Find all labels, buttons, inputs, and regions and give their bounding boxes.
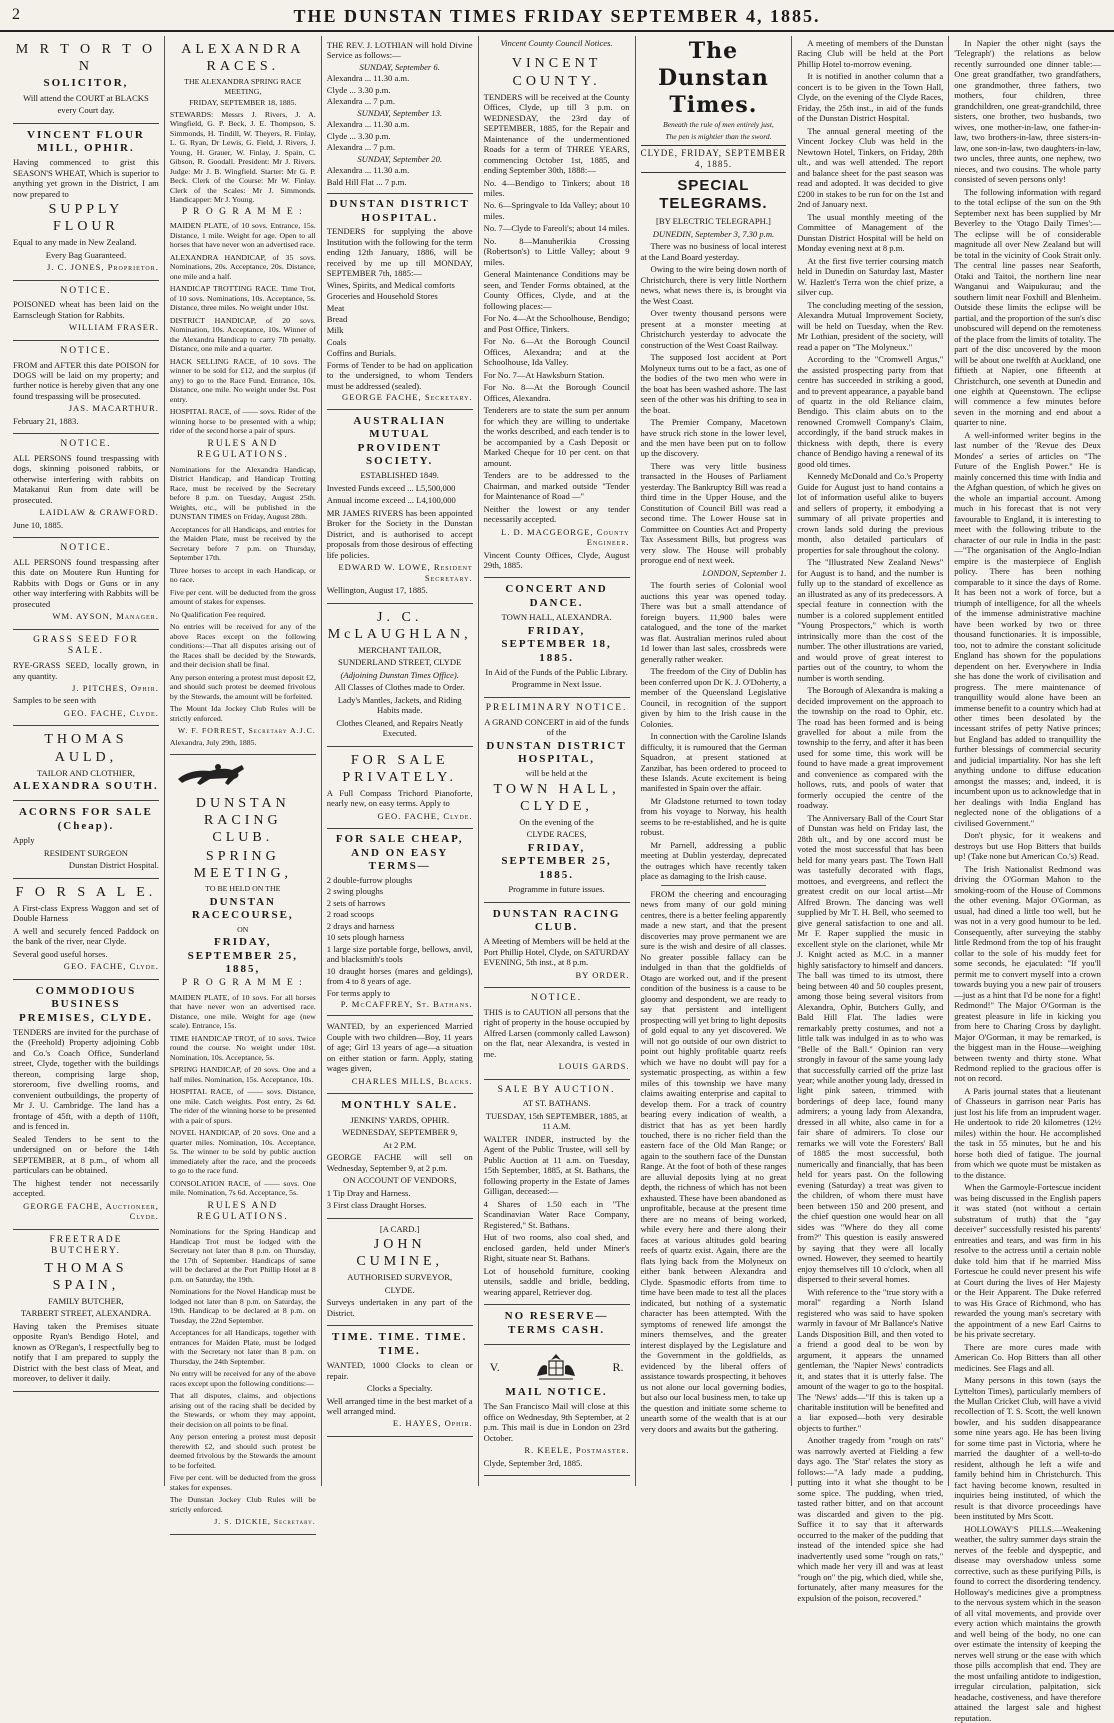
dateline: CLYDE, FRIDAY, SEPTEMBER 4, 1885. — [641, 145, 787, 173]
ad-clocks: TIME. TIME. TIME. TIME. WANTED, 1000 Clocks to clean or repair. Clocks a Specialty. Well arranged time in the best market of a well arranged mind. E. HAYES, Ophir. — [327, 1326, 473, 1437]
royal-crest: V. R. — [490, 1352, 624, 1382]
ad-alexandra-races: ALEXANDRA RACES. THE ALEXANDRA SPRING RACE MEETING, FRIDAY, SEPTEMBER 18, 1885. STEWARDS: Messrs J. Rivers, J. A. Wingfield, G. P. Beck, J. E. Thompson, S. Simmonds, H. Tindill, W. Theyers, R. Finlay, L. G. Ryan, Dr Lewis, G. Field, J. Rivers, J. Young, H. Grauer, W. Finlay, J. Spain, C. Gibson, R. Goodall. President: Mr J. Rivers. Judge: Mr J. B. Wingfield. Starter: Mr G. P. Beck. Clerk of the Course: Mr W. Finlay. Clerk of the Scales: Mr J. Simmonds. Handicapper: Mr J. Young. P R O G R A M M E : MAIDEN PLATE, of 10 sovs. Entrance, 15s. Distance, 1 mile. Weight for age. Open to all horses that have never won an advertised race. ALEXANDRA HANDICAP, of 35 sovs. Nominations, 20s. Acceptance, 20s. Distance, one mile and a half. HANDICAP TROTTING RACE. Time Trot, of 10 sovs. Nominations, 10s. Acceptance, 5s. Distance, three miles. No weight under 10st. DISTRICT HANDICAP, of 20 sovs. Nomination, 10s. Acceptance, 10s. Winner of the Alexandra Handicap to carry 7lb penalty. Distance, one mile and a quarter. HACK SELLING RACE, of 10 sovs. The winner to be sold for £12, and the surplus (if any) to go to the Race Fund. Entrance, 10s. Distance, one mile. No weight under 9st. Post entry. HOSPITAL RACE, of —— sovs. Rider of the winning horse to be presented with a whip; rider of the second horse a pair of spurs. RULES AND REGULATIONS. Nominations for the Alexandra Handicap, District Handicap, and Handicap Trotting Race, must be received by the Secretary before 8 p.m. on Tuesday, August 25th. Weights, etc., will be published in the DUNSTAN TIMES on Friday, August 28th. Acceptances for all Handicaps, and entries for the Maiden Plate, must be received by the Secretary before 7 p.m. on Thursday, September 17th. Three horses to accept in each Handicap, or no race. Five per cent. will be deducted from the gross amount of stakes for expenses. No Qualification Fee required. No entries will be received for any of the above Races except on the following conditions:—That all disputes arising out of the Races shall be decided by the Stewards, and their decision shall be final. Any person entering a protest must deposit £2, and should such protest be deemed frivolous by the Stewards, the amount will be forfeited. The Mount Ida Jockey Club Rules will be strictly enforced. W. F. FORREST, Secretary A.J.C. Alexandra, July 29th, 1885. — [170, 36, 316, 755]
ad-monthly-sale: MONTHLY SALE. JENKINS' YARDS, OPHIR. WEDNESDAY, SEPTEMBER 9, At 2 P.M. GEORGE FACHE will sell on Wednesday, September 9, at 2 p.m. ON ACCOUNT OF VENDORS, 1 Tip Dray and Harness. 3 First class Draught Horses. — [327, 1094, 473, 1218]
column-2 — [165, 36, 322, 1527]
ad-grass-seed: GRASS SEED FOR SALE. RYE-GRASS SEED, locally grown, in any quantity. J. PITCHES, Ophir. Samples to be seen with GEO. FACHE, Clyde. — [13, 630, 159, 727]
ad-piano-for-sale: FOR SALE PRIVATELY. A Full Compass Trichord Pianoforte, nearly new, on easy terms. Apply to GEO. FACHE, Clyde. — [327, 747, 473, 830]
column-5: The Dunstan Times. Beneath the rule of men entirely just, The pen is mightier than the sword. CLYDE, FRIDAY, SEPTEMBER 4, 1885. SPECIAL TELEGRAMS. [BY ELECTRIC TELEGRAPH.] DUNEDIN, September 3, 7.30 p.m. There was no business of local interest at the Land Board yesterday. Owing to the wire being down north of Christchurch, there is very little Northern news, what news there is, is brought via the West Coast. Over twenty thousand persons were present at a monster meeting at Christchurch yesterday to advocate the construction of the West Coast Railway. The supposed lost accident at Port Molyneux turns out to be a fact, as one of the bodies of the two men who were in the boat has been washed ashore. The last seen of the other was his drifting to sea in the boat. The Premier Company, Macetown have struck rich stone in the lower level, and the men have been put on to follow up the discovery. There was very little business transacted in the Houses of Parliament yesterday. The Bankruptcy Bill was read a third time in the Upper House, and the Constitution of Council Bill was read a second time. The Lower House sat in Committee on Counties Act and Property Tax Assessment Bills, but progress was very slow. The House will probably prorogue end of next week. LONDON, September 1. The fourth series of Colonial wool auctions this year was opened today. There was but a small attendance of foreign buyers. 11,900 bales were catalogued, and the tone of the market was flat. Australian merinos ruled about 1d lower than last sales, crossbreds were generally rather weaker. The freedom of the City of Dublin has been conferred upon Dr K. J. O'Doherty, a member of the Queensland Legislative Council, in recognition of the support given by him to the Irish cause in the Colonies. In connection with the Caroline Islands difficulty, it is rumoured that the German Squadron, at present stationed at Zanzibar, has been ordered to proceed to these Islands. Acute excitement is being manifested in Spain over the affair. Mr Gladstone returned to town today from his voyage to Norway, his health seems to be re-established, and he is quite robust. Mr Parnell, addressing a public meeting at Dublin yesterday, deprecated the outrages which have recently taken place as damaging to the Irish cause. FROM the cheering and encouraging news from many of our gold mining centres, there is a better feeling apparently made a new start, and that the present discoveries may prove permanent we are sure is the wish and desire of all classes. No greater possible fallacy can be indulged in than that the goldfields of Otago are worked out, and if the present condition of the business is a cause to be gloomy and despondent, we are ready to say that persistent and intelligent prospecting will yet bring to light deposits of gold equal to any yet discovered. We will not go outside of our own district to point out highly profitable quartz reefs which we have no doubt will pay for a systematic prospecting, as within a few miles of this township we have many claims awaiting enterprise and capital to develop them. For a track of country bearing every indication of wealth, a district that has as yet been hardly touched, there is no richer field than the eastern face of the Old Man Range; or again to the southern face of the Dunstan Range. At the foot of both of these ranges are alluvial deposits lying at no great depth, the richness of which has not been exhausted. These have been abandoned as unprofitable, because at the present time there are no means of being worked, while every here and there along their faces at various altitudes gold bearing reefs of quartz exist. Again, there are the flats lying back from the Molyneux on either bank between Alexandra and Clyde. Spasmodic efforts from time to time have been made to test all the places indicated, but nothing of a systematic character has been attempted. With the symptoms of renewed life amongst the miners themselves, and the greater interest displayed by the Legislature and the Government in the goldfields, as evidenced by the liberal offers of assistance towards prospecting, it behoves us not alone our local governing bodies, but also our local business men, to take up the question and initiate some scheme to unearth some of the wealth that is at our very doors and awaits but the gathering. — [636, 36, 793, 1486]
ad-for-sale-fache: F O R S A L E. A First-class Express Waggon and set of Double Harness A well and securely fenced Paddock on the bank of the river, near Clyde. Several good useful horses. GEO. FACHE, Clyde. — [13, 879, 159, 980]
ad-mclaughlan-tailor: J. C. McLAUGHLAN, MERCHANT TAILOR, SUNDERLAND STREET, CLYDE (Adjoining Dunstan Times Office). All Classes of Clothes made to Order. Lady's Mantles, Jackets, and Riding Habits made. Clothes Cleaned, and Repairs Neatly Executed. — [327, 604, 473, 747]
column-7: In Napier the other night (says the 'Telegraph') the relations as below recently surrounded one dinner table:—One great grandfather, two grandfathers, one grandmother, three fathers, two mothers, four children, three grandchildren, one great-grandchild, three sisters, one brother, two husbands, two wives, one mother-in-law, one father-in-law, two brothers-in-law, three sisters-in-law, one son-in-law, two daughters-in-law, two uncles, three aunts, one nephew, two nieces, and two cousins. The whole party consisted of seven persons only! The following information with regard to the total eclipse of the sun on the 9th September next has been supplied by Mr Beverley to the 'Otago Daily Times':—The eclipse will be of considerable magnitude all over New Zealand but will be total in the vicinity of Cook Strait only. The central line passes near Seaforth, Otaki and Taitoi, the northern line near Wanganui and Waipukurau; and the southern limit near Foxhill and Blenheim. Outside these limits the eclipse will be partial, and the proportion of the sun's disc unobscured will depend on the remoteness of the place from the limits of totality. The part of the disc uncovered by the moon will be about one twelfth at Auckland, one fiftieth at Napier, one fifteenth at Christchurch, one seventh at Dunedin and one eighth at Queenstown. The eclipse will commence a few minutes before seven in the morning and end about a quarter to nine. A well-informed writer begins in the last number of the 'Revue des Deux Mondes' a series of articles on "The Future of the English Power." He is mainly concerned this time with India and the Afghan question, of which he gives on the whole an impartial account. Among much in his forecast that is not very favourable to England, it is interesting to meet with the following tribute to the character of our rule in India in the past:—"The organisation of the Anglo-Indian empire is the masterpiece of English policy. There has been nothing comparable to it since the days of Rome. It has been not a work of force, but a triumph of intelligence, for all the wheels of the immense administrative machine have been worked by two or three thousand functionaries. It is impossible, too, not to admire the constant solicitude England has shown for the populations dependent on her. Everywhere in India she has done the work of civilisation and progress. The mere maintenance of tranquillity would alone have been an immense benefit to a country which had at other times been desolated by the incessant strifes of petty Native princes; but England has added to tranquillity the further blessings of commercial security and judicial impartiality. Nor has she left anything undone to diffuse education amongst the masses; and, indeed, it is incumbent upon us to acknowledge that in her dealings with India England has neglected none of the obligations of a civilised Government." Don't physic, for it weakens and destroys but use Hop Bitters that builds up! (Take none but American Co.'s) Read. The Irish Nationalist Redmond was driving the O'Gorman Mahon to the smoking-room of the House of Commons the other evening. Major O'Gorman, as usual, had dined a little too well, but he was not in a very good humour to be led. Consequently, after surveying the stabby little Redmond from the top of his fraught collar to the sole of his muddy feet for some seconds, he ejaculated: "If you'll permit me to convert myself into a crown towards buying you a new pair of trousers—just as a hint that I'd be none for a fight! Redmond!" The Major O'Gorman is the greatest pleasure in life in kicking you from here to Charing Cross by daylight. Major O'Gorman, it may be remarked, is the biggest man in the House—weighing between twenty and thirty stone. What Redmond replied to the gracious offer is not on record. A Paris journal states that a lieutenant of Chasseurs in garrison near Paris has just lost his life from an imprudent wager. He undertook to ride 20 kilometres (12½ miles) within the hour. He accomplished the task in 55 minutes, but he and his horse both died of fatigue. The journal from which we quote must be mistaken as to the distance. When the Garmoyle-Fortescue incident was being discussed in the English papers it was stated (not without a certain substratum of truth) that the "gay deceiver" successfully resisted his parents' entreaties and tears, and was firm in his resolve to the actress until a certain noble duke told him that if he married Miss Fortescue he could never present his wife at Court during the lives of Her Majesty or the Heir Apparent. The Duke referred to was His Grace of Richmond, who has rewarded the young man's secretary with the appointment of a new Earl Cairns to be his private secretary. There are more cures made with American Co. Hop Bitters than all other medicines. See Flags and all. Many persons in this town (says the Lyttelton Times), particularly members of the Mullan Cricket Club, will have a vivid recollection of T. S. Scott, the well known bowler, and his sudden disappearance some nine years ago. He has been living for some time past in Victoria, where he married the daughter of a well-to-do resident, although he left a wife and family behind him in Christchurch. This fact having become known, resulted in inquiries being instituted, of which the result is that divorce proceedings have been instituted by Mrs Scott. HOLLOWAY'S PILLS.—Weakening weather, the sultry summer days strain the nerves of the feeble and dyspeptic, and disease may overshadow unless some corrective, such as these purifying Pills, is found to correct the disordering tendency. Holloway's medicines give a promptness to the nervous system which in the season of all vital movements, and provide over every action which maintains the growth and well being of the body, no one can over estimate the intensity of keeping the nerves well strung or the ease with which those pills accomplish that end. They are the most unfailing antidote to indigestion, irregular circulation, palpitation, sick headache, costiveness, and have therefore attained the largest sale and highest reputation. — [954, 38, 1101, 1723]
auction-terms: NO RESERVE—TERMS CASH. — [484, 1305, 630, 1345]
tender-vincent-county: VINCENT COUNTY. TENDERS will be received at the County Offices, Clyde, up till 3 p.m. on WEDNESDAY, the 23rd day of SEPTEMBER, 1885, for the Repair and Maintenance of the undermentioned Roads for a term of THREE YEARS, commencing October 1st, 1885, and ending September 30th, 1888:— No. 4—Bendigo to Tinkers; about 18 miles. No. 6—Springvale to Ida Valley; about 10 miles. No. 7—Clyde to Fareoli's; about 14 miles. No. 8—Manuherikia Crossing (Robertson's) to Little Valley; about 9 miles. General Maintenance Conditions may be seen, and Tender Forms obtained, at the County Offices, Clyde, and at the following places:— For No. 4—At the Schoolhouse, Bendigo; and Post Office, Tinkers. For No. 6—At the Borough Council Offices, Alexandra; and at the Schoolhouse, Ida Valley. For No. 7—At Hawksburn Station. For No. 8—At the Borough Council Offices, Alexandra. Tenderers are to state the sum per annum for which they are willing to undertake the works described, and each tender is to be accompanied by a Cash Deposit or Marked Cheque for 10 per cent. on that amount. Tenders are to be addressed to the Chairman, and marked outside "Tender for Maintenance of Road —" Neither the lowest or any tender necessarily accepted. L. D. MACGEORGE, County Engineer. Vincent County Offices, Clyde, August 29th, 1885. — [484, 50, 630, 578]
ad-grand-concert: PRELIMINARY NOTICE. A GRAND CONCERT in aid of the funds of the DUNSTAN DISTRICT HOSPITAL, will be held at the TOWN HALL, CLYDE, On the evening of the CLYDE RACES, FRIDAY, SEPTEMBER 25, 1885. Programme in future issues. — [484, 698, 630, 903]
ad-business-premises: COMMODIOUS BUSINESS PREMISES, CLYDE. TENDERS are invited for the purchase of the (Freehold) Property adjoining Cobb and Co.'s Coach Office, Sunderland street, Clyde, together with the buildings thereon, comprising large shop, storeroom, five dwelling rooms, and convenient outbuildings, the property of Mr J. U. Cambridge. The land has a frontage of 45ft, with a depth of 110ft, and is fenced in. Sealed Tenders to be sent to the undersigned on or before the 14th SEPTEMBER, at 8 p.m., of whom all particulars can be obtained. The highest tender not necessarily accepted. GEORGE FACHE, Auctioneer, Clyde. — [13, 980, 159, 1230]
race-rules: Nominations for the Alexandra Handicap, District Handicap, and Handicap Trotting Race, must be received by the Secretary before 8 p.m. on Tuesday, August 25th. Weights, etc., will be published in the DUNSTAN TIMES on Friday, August 28th. Acceptances for all Handicaps, and entries for the Maiden Plate, must be received by the Secretary before 7 p.m. on Thursday, September 17th. Three horses to accept in each Handicap, or no race. Five per cent. will be deducted from the gross amount of stakes for expenses. No Qualification Fee required. No entries will be received for any of the above Races except on the following conditions:—That all disputes arising out of the Races shall be decided by the Stewards, and their decision shall be final. Any person entering a protest must deposit £2, and should such protest be deemed frivolous by the Stewards, the amount will be forfeited. The Mount Ida Jockey Club Rules will be strictly enforced. — [169, 464, 316, 723]
royal-crest-icon — [531, 1352, 581, 1382]
ad-solicitor: M R T O R T O N SOLICITOR, Will attend the COURT at BLACKS every Court day. — [13, 36, 159, 124]
racehorse-icon — [170, 761, 260, 787]
drc-programme: MAIDEN PLATE, of 10 sovs. For all horses that have never won an advertised race. Distance, one mile. Weight for age (new scale). Entrance, 15s. TIME HANDICAP TROT, of 10 sovs. Twice round the course. No weight under 10st. Nomination, 10s. Acceptance, 5s. SPRING HANDICAP, of 20 sovs. One and a half miles. Nomination, 15s. Acceptance, 10s. HOSPITAL RACE, of —— sovs. Distance, one mile. Catch weights. Post entry, 2s 6d. The rider of the winning horse to be presented with a pair of spurs. NOVEL HANDICAP, of 20 sovs. One and a quarter miles. Nomination, 10s. Acceptance, 5s. The winner to be sold by public auction immediately after the race, and the proceeds to go to the race fund. CONSOLATION RACE, of —— sovs. One mile. Nomination, 7s 6d. Acceptance, 5s. — [169, 992, 316, 1198]
notice-racing-club-meeting: DUNSTAN RACING CLUB. A Meeting of Members will be held at the Port Phillip Hotel, Clyde, on SATURDAY EVENING, 5th inst., at 8 p.m. BY ORDER. — [484, 903, 630, 989]
page-number: 2 — [12, 6, 22, 23]
column-4 — [479, 36, 636, 1486]
ad-flour-mill: VINCENT FLOUR MILL, OPHIR. Having commenced to grist this SEASON'S WHEAT, Which is superior to anything yet grown in the District, I am now prepared to SUPPLY FLOUR Equal to any made in New Zealand. Every Bag Guaranteed. J. C. JONES, Proprietor. — [13, 124, 159, 281]
notice-dog-poison: NOTICE. FROM and AFTER this date POISON for DOGS will be laid on my property; and further notice is hereby given that any one found trespassing will be prosecuted. JAS. MACARTHUR. February 21, 1883. — [13, 341, 159, 434]
notice-caution-property: NOTICE. THIS is to CAUTION all persons that the right of property in the house occupied by Alfred Larsen (commonly called Lawson) on the flat, near Alexandra, is vested in me. LOUIS GARDS. — [484, 988, 630, 1079]
columns — [8, 36, 1106, 1723]
column-1 — [8, 36, 165, 1486]
ad-acorns: ACORNS FOR SALE (Cheap). Apply RESIDENT SURGEON Dunstan District Hospital. — [13, 801, 159, 878]
drc-rules: Nominations for the Spring Handicap and Handicap Trot must be lodged with the Secretary not later than 8 p.m. on Thursday, the 17th of September. Handicaps of same will be declared at the Port Phillip Hotel at 8 p.m. on Saturday, the 19th. Nominations for the Novel Handicap must be lodged not later than 8 p.m. on Saturday, the 19th. Handicap to be declared at 8 p.m. on Tuesday, the 22nd September. Acceptances for all Handicaps, together with entrances for Maiden Plate, must be lodged with the Secretary not later than 8 p.m. on Thursday, the 24th September. No entry will be received for any of the above races except upon the following conditions:— That all disputes, claims, and objections arising out of the racing shall be decided by the Stewards, or whom they may appoint, their decision on all points to be final. Any person entering a protest must deposit therewith £2, and should such protest be deemed frivolous by the Stewards the amount to be forfeited. Five per cent. will be deducted from the gross stakes for expenses. The Dunstan Jockey Club Rules will be strictly enforced. — [169, 1227, 316, 1514]
section-label-county: Vincent County Council Notices. — [500, 38, 613, 48]
newspaper-logo: The Dunstan Times. — [658, 38, 769, 118]
ad-tailor-auld: THOMAS AULD, TAILOR AND CLOTHIER, ALEXANDRA SOUTH. — [13, 726, 159, 801]
column-6: A meeting of members of the Dunstan Racing Club will be held at the Port Phillip Hotel to-morrow evening. It is notified in another column that a concert is to be given in the Town Hall, Clyde, on the evening of the Clyde Races, Friday, the 25th inst., in aid of the funds of the Dunstan District Hospital. The annual general meeting of the Vincent Jockey Club was held in the Newtown Hotel, Tinkers, on Friday, 28th ult., and was well attended. The report and balance sheet for the past season was read and adopted. It was decided to give £200 in stakes to be run for on the 1st and 2nd of January next. The usual monthly meeting of the Committee of Management of the Dunstan District Hospital will be held on Monday evening next at 8 p.m. At the first five terrier coursing match held in Dunedin on Saturday last, Master W. Hazlett's Terra won the chief prize, a silver cup. The concluding meeting of the session, Alexandra Mutual Improvement Society, will be held on Tuesday, when the Rev. Mr Lothian, president of the society, will read a paper on "The Molyneux." According to the "Cromwell Argus," the assisted prospecting party from that centre has succeeded in striking a good, and to prevent appearance, a payable band of quartz in the old Reliance claim, Bendigo. This claim abuts on to the renowned Cromwell Company's Claim, accordingly, if the band struck makes in thickness with depth, there is every chance of Bendigo having a renewal of its good old times. Kennedy McDonald and Co.'s Property Guide for August just to hand contains a lot of information useful alike to buyers and sellers of property, it embodying a summary of all private properties and crown lands sold during the previous month, also detailed particulars of properties for sale throughout the colony. The "Illustrated New Zealand News" for August is to hand, and the number is fully up to the standard of excellence as an illustrated as any of its predecessors. A special feature in connection with the number is a colored supplement entitled "Young Prospectors," which is worth intrinsically more than the cost of the number. The other illustrations are varied, and would prove of great interest to parties out of the country, to whom the number is worth sending. The Borough of Alexandra is making a decided improvement on the approach to the township on the road to Ophir, etc. The road has been formed and is being gravelled for about a mile from the township to the ferry, and after it has been used for some time, this work will be found to have made a great improvement and convenience as compared with the hollows, ruts, and pools of water that formerly occupied the centre of the roadway. The Anniversary Ball of the Court Star of Dunstan was held on Friday last, the 28th ult., and by one accord must be voted the most successful that has been held for many years past. The Town Hall was tastefully decorated with flags, mottoes, and evergreens, and reflect the greatest credit on our local artist—Mr Alfred Brown. The dancing was well supplied by Mr T. H. Bell, who seemed to give general satisfaction to one and all. Mr F. Raper supplied the music in excellent style on the clarionet, while Mr J. Knight acted as M.C. in a manner highly satisfactory to himself and dancers. The ball was timed to its utmost, there being between 40 and 50 couples present, among those being several visitors from Alexandra, Ophir, Butchers Gully, and Bald Hill Flat. The ladies were remarkably pretty costumes, and not a little talk was indulged in as to who was "Belle of the Ball." Opinion ran very strongly in favour of the same young lady that successfully carried off the prize last year; while another young lady, dressed in light pink sateen, trimmed with borderings of deep lace, found many admirers; a young lady from Alexandra, dressed in all white, also came in for a fair share of admirers. To close our remarks we will vote the Foresters' Ball of 1885 the most successful, both numerically and financially, that has been held for years past. On the following evening (Saturday) a treat was given to the children, of whom there must have been between 150 and 200 present, and the chief question one would hear on all sides was "Where do they all come from?" This question is easily answered by saying that they were all locally owned. However, they seemed to heartily enjoy themselves till 10 o'clock, when all dispersed to their several homes. With reference to the "true story with a moral" regarding a North Island registered who was said to have spoken warmly in favour of Mr Ballance's Native Lands Disposition Bill, and then voted to a friend a good deal to be won by argument, it appears the unnamed gentleman, the 'Napier News' contradicts it, and states that it is utterly false. The amount of the wager to go to the hospital. The 'News' adds—"If this is taken up a charitable institution will be benefited and a liar exposed—both very desirable objects to further." Another tragedy from "rough on rats" was narrowly averted at Fielding a few days ago. The 'Star' relates the story as follows:—"A lady made a pudding, putting into it what she thought to be some spice. The pudding, when tried, tasted rather bitter, and on that account was discarded and given to the pig. Suffice it to say that it afterwards occurred to the maker of the pudding that instead of the intended spice she had inadvertently used some "rough on rats," which made her very ill and was at least "rough on" the pig, which died, while she, fortunately, after many measures for the expulsion of the poison, recovered." — [792, 36, 949, 1486]
tender-hospital-supplies: DUNSTAN DISTRICT HOSPITAL. TENDERS for supplying the above Institution with the following for the term ending 12th January, 1886, will be received by me up till MONDAY, SEPTEMBER 7th, 1885:— Wines, Spirits, and Medical comforts Groceries and Household Stores Meat Bread Milk Coals Coffins and Burials. Forms of Tender to be had on application to the undersigned, to whom Tenders must be addressed (sealed). GEORGE FACHE, Secretary. — [327, 194, 473, 410]
page-header — [0, 0, 1114, 32]
mail-notice: V. R. MAIL NOTICE. The San Francisco Mail will close at this office on Wednesday, 9th September, at 2 p.m. This mail is due in London on 23rd October. R. KEELE, Postmaster. Clyde, September 3rd, 1885. — [484, 1345, 630, 1476]
notice-poisoned-wheat: NOTICE. POISONED wheat has been laid on the Earnscleugh Station for Rabbits. WILLIAM FRASER. — [13, 281, 159, 341]
divider — [661, 885, 767, 886]
notice-divine-service: THE REV. J. LOTHIAN will hold Divine Service as follows:— SUNDAY, September 6. Alexandra ... 11.30 a.m. Clyde ... 3.30 p.m. Alexandra ... 7 p.m. SUNDAY, September 13. Alexandra ... 11.30 a.m. Clyde ... 3.30 p.m. Alexandra ... 7 p.m. SUNDAY, September 20. Alexandra ... 11.30 a.m. Bald Hill Flat ... 7 p.m. — [327, 36, 473, 194]
special-telegrams-heading: SPECIAL TELEGRAMS. — [659, 176, 768, 212]
ad-dunstan-racing-club: DUNSTAN RACING CLUB. SPRING MEETING, TO BE HELD ON THE DUNSTAN RACECOURSE, ON FRIDAY, SEPTEMBER 25, 1885, P R O G R A M M E : MAIDEN PLATE, of 10 sovs. For all horses that have never won an advertised race. Distance, one mile. Weight for age (new scale). Entrance, 15s. TIME HANDICAP TROT, of 10 sovs. Twice round the course. No weight under 10st. Nomination, 10s. Acceptance, 5s. SPRING HANDICAP, of 20 sovs. One and a half miles. Nomination, 15s. Acceptance, 10s. HOSPITAL RACE, of —— sovs. Distance, one mile. Catch weights. Post entry, 2s 6d. The rider of the winning horse to be presented with a pair of spurs. NOVEL HANDICAP, of 20 sovs. One and a quarter miles. Nomination, 10s. Acceptance, 5s. The winner to be sold by public auction immediately after the race, and the proceeds to go to the race fund. CONSOLATION RACE, of —— sovs. One mile. Nomination, 7s 6d. Acceptance, 5s. RULES AND REGULATIONS. Nominations for the Spring Handicap and Handicap Trot must be lodged with the Secretary not later than 8 p.m. on Thursday, the 17th of September. Handicaps of same will be declared at the Port Phillip Hotel at 8 p.m. on Saturday, the 19th. Nominations for the Novel Handicap must be lodged not later than 8 p.m. on Saturday, the 19th. Handicap to be declared at 8 p.m. on Tuesday, the 22nd September. Acceptances for all Handicaps, together with entrances for Maiden Plate, must be lodged with the Secretary not later than 8 p.m. on Thursday, the 24th September. No entry will be received for any of the above races except upon the following conditions:— That all disputes, claims, and objections arising out of the racing shall be decided by the Stewards, or whom they may appoint, their decision on all points to be final. Any person entering a protest must deposit therewith £2, and should such protest be deemed frivolous by the Stewards the amount to be forfeited. Five per cent. will be deducted from the gross stakes for expenses. The Dunstan Jockey Club Rules will be strictly enforced. J. S. DICKIE, Secretary. — [170, 755, 316, 1534]
ad-concert-dance: CONCERT AND DANCE. TOWN HALL, ALEXANDRA. FRIDAY, SEPTEMBER 18, 1885. In Aid of the Funds of the Public Library. Programme in Next Issue. — [484, 578, 630, 697]
notice-trespassing-moutere: NOTICE. ALL PERSONS found trespassing after this date on Moutere Run Hunting for Rabbits with Dogs or Guns or in any other way interfering with Rabbits will be prosecuted WM. AYSON, Manager. — [13, 538, 159, 629]
race-programme: MAIDEN PLATE, of 10 sovs. Entrance, 15s. Distance, 1 mile. Weight for age. Open to all horses that have never won an advertised race. ALEXANDRA HANDICAP, of 35 sovs. Nominations, 20s. Acceptance, 20s. Distance, one mile and a half. HANDICAP TROTTING RACE. Time Trot, of 10 sovs. Nominations, 10s. Acceptance, 5s. Distance, three miles. No weight under 10st. DISTRICT HANDICAP, of 20 sovs. Nomination, 10s. Acceptance, 10s. Winner of the Alexandra Handicap to carry 7lb penalty. Distance, one mile and a quarter. HACK SELLING RACE, of 10 sovs. The winner to be sold for £12, and the surplus (if any) to go to the Race Fund. Entrance, 10s. Distance, one mile. No weight under 9st. Post entry. HOSPITAL RACE, of —— sovs. Rider of the winning horse to be presented with a whip; rider of the second horse a pair of spurs. — [169, 221, 316, 436]
ad-wanted-couple: WANTED, by an experienced Married Couple with two children—Boy, 11 years of age; Girl 13 years of age—a situation on either station or farm. Apply, stating wages given, CHARLES MILLS, Blacks. — [327, 1016, 473, 1094]
page-title: THE DUNSTAN TIMES FRIDAY SEPTEMBER 4, 1885. — [293, 6, 821, 26]
notice-trespassing-matakanui: NOTICE. ALL PERSONS found trespassing with dogs, skinning poisoned rabbits, or otherwise interfering with rabbits on Matakanui Run from date will be prosecuted. LAIDLAW & CRAWFORD. June 10, 1885. — [13, 434, 159, 538]
ad-amp-society: AUSTRALIAN MUTUAL PROVIDENT SOCIETY. ESTABLISHED 1849. Invested Funds exceed ... L5,500,000 Annual income exceed ... L4,100,000 MR JAMES RIVERS has been appointed Broker for the Society in the Dunstan District, and is authorised to accept proposals from those desirous of effecting life policies. EDWARD W. LOWE, Resident Secretary. Wellington, August 17, 1885. — [327, 410, 473, 604]
ad-surveyor: [A CARD.] JOHN CUMINE, AUTHORISED SURVEYOR, CLYDE. Surveys undertaken in any part of the District. — [327, 1219, 473, 1327]
ad-freetrade-butchery: FREETRADE BUTCHERY. THOMAS SPAIN, FAMILY BUTCHER, TARBERT STREET, ALEXANDRA. Having taken the Premises situate opposite Ryan's Bendigo Hotel, and known as O'Regan's, I respectfully beg to notify that I am prepared to supply the District with the best class of Meat, and moreover, to deliver it daily. — [13, 1230, 159, 1392]
column-3 — [322, 36, 479, 1486]
ad-sale-by-auction: SALE BY AUCTION. AT ST. BATHANS. TUESDAY, 15th SEPTEMBER, 1885, at 11 A.M. WALTER INDER, instructed by the Agent of the Public Trustee, will sell by Public Auction at 11 a.m. on Tuesday, 15th September, 1885, at St. Bathans, the following property in the Estate of James Gilligan, deceased:— 4 Shares of 1.50 each in "The Scandinavian Water Race Company, Registered," St. Bathans. Hut of two rooms, also coal shed, and enclosed garden, held under Miner's Right, situate near St. Bathans. Lot of household furniture, cooking utensils, saddle and bridle, bedding, wearing apparel, Retriever dog. — [484, 1080, 630, 1305]
ad-farm-equipment: FOR SALE CHEAP, AND ON EASY TERMS— 2 double-furrow ploughs 2 swing ploughs 2 sets of harrows 2 road scoops 2 drays and harness 10 sets plough harness 1 large size portable forge, bellows, anvil, and blacksmith's tools 10 draught horses (mares and geldings), from 4 to 8 years of age. For terms apply to P. McCAFFREY, St. Bathans. — [327, 829, 473, 1016]
